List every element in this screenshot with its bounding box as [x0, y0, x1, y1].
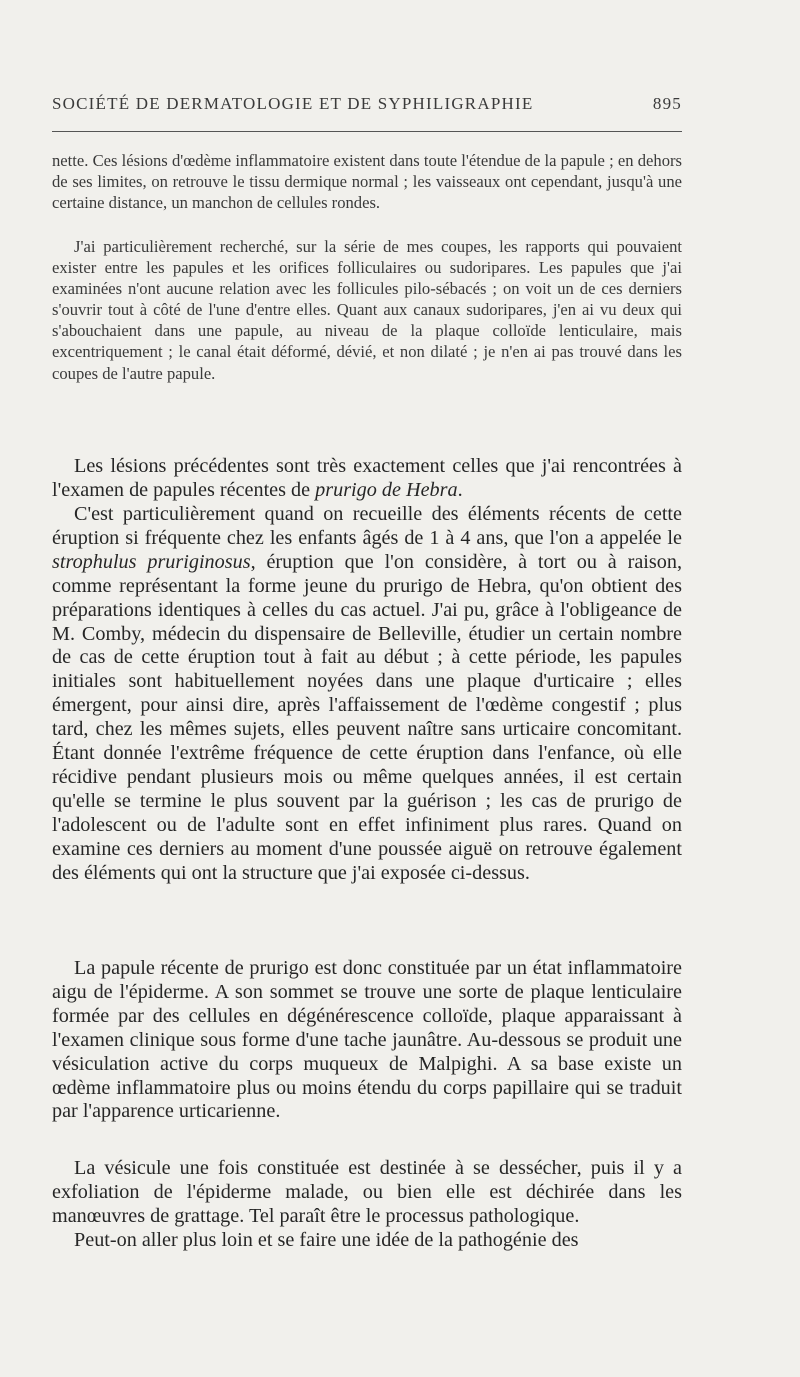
- paragraph-continuation: nette. Ces lésions d'œdème inflammatoire existent dans toute l'étendue de la papule ; en dehors de ses limites, on retrouve le tissu dermique normal ; les vaisseaux ont cependant, jusqu'à une certaine distance, un manchon de cellules rondes.: [52, 151, 682, 213]
- p3-italic: prurigo de Hebra: [315, 478, 458, 501]
- running-head: [52, 94, 682, 114]
- paragraph-pathogenie: Peut-on aller plus loin et se faire une idée de la pathogénie des: [74, 1229, 579, 1251]
- running-title: SOCIÉTÉ DE DERMATOLOGIE ET DE SYPHILIGRAPHIE: [52, 94, 534, 113]
- header-rule: [52, 131, 682, 132]
- paragraph-prurigo-hebra: [52, 455, 682, 503]
- p3-text: Les lésions précédentes sont très exactement celles que j'ai rencontrées à l'examen de papules récentes de: [52, 455, 682, 501]
- paragraph-follicles: J'ai particulièrement recherché, sur la série de mes coupes, les rapports qui pouvaient exister entre les papules et les orifices folliculaires ou sudoripares. Les papules que j'ai examinées n'ont aucune relation avec les follicules pilo-sébacés ; on voit un de ces derniers s'ouvrir tout à côté de l'une d'entre elles. Quant aux canaux sudoripares, j'en ai vu deux qui s'abouchaient dans une papule, au niveau de la plaque colloïde lenticulaire, mais excentriquement ; le canal était déformé, dévié, et non dilaté ; je n'en ai pas trouvé dans les coupes de l'autre papule.: [52, 237, 682, 383]
- p4-text-2: , éruption que l'on considère, à tort ou à raison, comme représentant la forme jeune du prurigo de Hebra, qu'on obtient des préparations identiques à celles du cas actuel. J'ai pu, grâce à l'obligeance de M. Comby, médecin du dispensaire de Belleville, étudier un certain nombre de cas de cette éruption tout à fait au début ; à cette période, les papules initiales sont habituellement noyées dans une plaque d'urticaire ; elles émergent, pour ainsi dire, après l'affaissement de l'œdème congestif ; plus tard, chez les mêmes sujets, elles peuvent naître sans urticaire concomitant. Étant donnée l'extrême fréquence de cette éruption dans l'enfance, où elle récidive pendant plusieurs mois ou même quelques années, il est certain qu'elle se termine le plus souvent par la guérison ; les cas de prurigo de l'adolescent ou de l'adulte sont en effet infiniment plus rares. Quand on examine ces derniers au moment d'une poussée aiguë on retrouve également des éléments qui ont la structure que j'ai exposée ci-dessus.: [52, 550, 682, 884]
- p3-end: .: [457, 478, 463, 501]
- paragraph-papule-recente: La papule récente de prurigo est donc constituée par un état inflammatoire aigu de l'épiderme. A son sommet se trouve une sorte de plaque lenticulaire formée par des cellules en dégénérescence colloïde, plaque apparaissant à l'examen clinique sous forme d'une tache jaunâtre. Au-dessous se produit une vésiculation active du corps muqueux de Malpighi. A sa base existe un œdème inflammatoire plus ou moins étendu du corps papillaire qui se traduit par l'apparence urticarienne.: [52, 957, 682, 1123]
- p4-italic: strophulus pruriginosus: [52, 550, 251, 573]
- paragraph-vesicule: La vésicule une fois constituée est destinée à se dessécher, puis il y a exfoliation de l'épiderme malade, ou bien elle est déchirée dans les manœuvres de grattage. Tel paraît être le processus pathologique.: [52, 1157, 682, 1227]
- page-number: 895: [652, 94, 682, 113]
- p4-text-1: C'est particulièrement quand on recueille des éléments récents de cette éruption si fréquente chez les enfants âgés de 1 à 4 ans, que l'on a appelée le: [52, 503, 682, 549]
- paragraph-strophulus: [52, 503, 682, 886]
